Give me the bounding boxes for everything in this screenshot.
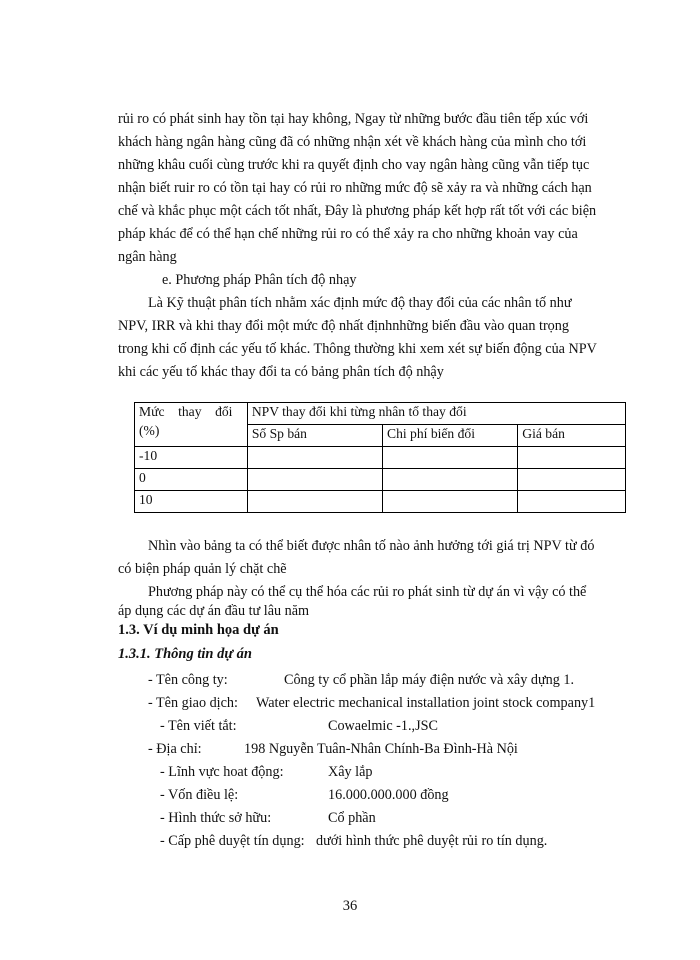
info-value: Công ty cổ phần lắp máy điện nước và xây dựng 1. [284,672,575,688]
paragraph-line: NPV, IRR và khi thay đổi một mức độ nhất địnhnhững biến đầu vào quan trọng [118,318,569,334]
section-subheading: 1.3.1. Thông tin dự án [118,646,252,662]
paragraph-line: những khâu cuối cùng trước khi ra quyết định cho vay ngân hàng cũng vẫn tiếp tục [118,157,590,173]
table-row [135,469,626,491]
info-value: Water electric mechanical installation joint stock company1 [256,695,596,711]
method-heading: e. Phương pháp Phân tích độ nhạy [162,272,357,288]
info-label: - Vốn điều lệ: [160,787,239,803]
column-header: Giá bán [518,425,626,447]
info-value: 16.000.000.000 đồng [328,787,449,803]
paragraph-line: pháp khác để có thể hạn chế những rủi ro có thể xảy ra cho những khoản vay của [118,226,578,242]
paragraph-line: áp dụng các dự án đầu tư lâu năm [118,603,310,619]
table-cell [518,447,626,469]
section-heading: 1.3. Ví dụ minh họa dự án [118,622,279,638]
info-label: - Cấp phê duyệt tín dụng: [160,833,305,849]
table-cell [247,469,382,491]
paragraph-line: Là Kỹ thuật phân tích nhằm xác định mức độ thay đổi của các nhân tố như [148,295,572,311]
info-label: - Lĩnh vực hoat động: [160,764,284,780]
npv-group-header: NPV thay đổi khi từng nhân tố thay đổi [247,403,625,425]
info-value: Cổ phần [328,810,376,826]
info-value: Cowaelmic -1.,JSC [328,718,438,734]
paragraph-line: Phương pháp này có thể cụ thể hóa các rủi ro phát sinh từ dự án vì vậy có thể [148,584,587,600]
table-cell [383,469,518,491]
paragraph-line: rủi ro có phát sinh hay tồn tại hay không, Ngay từ những bước đầu tiên tếp xúc với [118,111,589,127]
table-cell [518,491,626,513]
table-cell [247,447,382,469]
table-cell [383,491,518,513]
sensitivity-table [134,402,626,513]
row-label: 0 [135,469,248,491]
change-header-line1: Mức thay đổi [139,404,233,419]
paragraph-line: khi các yếu tố khác thay đổi ta có bảng phân tích độ nhậy [118,364,444,380]
info-label: - Tên giao dịch: [148,695,238,711]
change-header-line2: (%) [139,423,160,438]
paragraph-line: chế và khắc phục một cách tốt nhất, Đây là phương pháp kết hợp rất tốt với các biện [118,203,597,219]
table-cell [383,447,518,469]
table-row [135,447,626,469]
info-label: - Tên công ty: [148,672,228,688]
paragraph-line: Nhìn vào bảng ta có thể biết được nhân tố nào ảnh hưởng tới giá trị NPV từ đó [148,538,595,554]
info-value: 198 Nguyễn Tuân-Nhân Chính-Ba Đình-Hà Nội [244,741,518,757]
paragraph-line: ngân hàng [118,249,177,265]
info-label: - Địa chỉ: [148,741,202,757]
table-cell [247,491,382,513]
table-cell [518,469,626,491]
info-value: dưới hình thức phê duyệt rủi ro tín dụng. [316,833,548,849]
info-label: - Tên viết tắt: [160,718,237,734]
paragraph-line: nhận biết ruir ro có tồn tại hay có rủi ro những mức độ sẽ xảy ra và những cách hạn [118,180,592,196]
column-header: Số Sp bán [247,425,382,447]
page-number: 36 [342,898,358,914]
column-header: Chi phí biến đổi [383,425,518,447]
info-label: - Hình thức sở hữu: [160,810,272,826]
paragraph-line: có biện pháp quản lý chặt chẽ [118,561,287,577]
info-value: Xây lắp [328,764,373,780]
paragraph-line: khách hàng ngân hàng cũng đã có những nhận xét về khách hàng của mình cho tới [118,134,587,150]
table-row [135,491,626,513]
row-label: 10 [135,491,248,513]
paragraph-line: trong khi cố định các yếu tố khác. Thông thường khi xem xét sự biến động của NPV [118,341,597,357]
change-header-cell [135,403,248,447]
row-label: -10 [135,447,248,469]
